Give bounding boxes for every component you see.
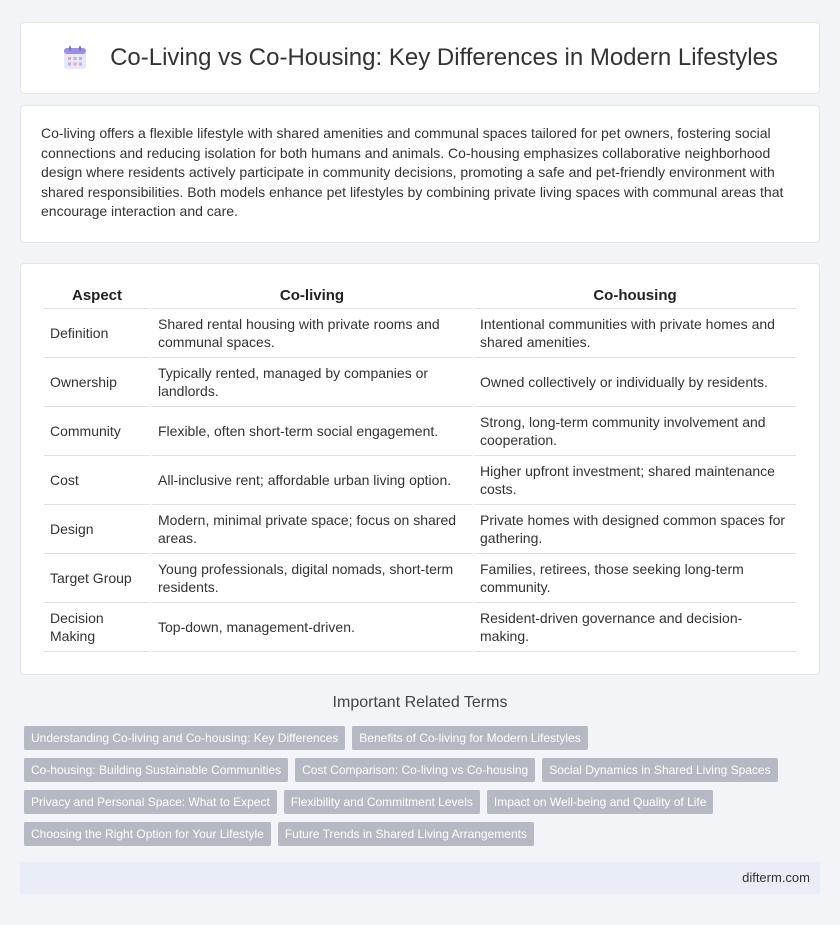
table-cell-cohousing: Owned collectively or individually by residents. [474, 358, 796, 407]
related-term-link[interactable]: Choosing the Right Option for Your Lifestyle [24, 822, 271, 846]
table-cell-aspect: Ownership [44, 358, 150, 407]
table-cell-coliving: Flexible, often short-term social engagement. [152, 407, 472, 456]
table-row [44, 505, 796, 554]
table-cell-coliving: Shared rental housing with private rooms and communal spaces. [152, 309, 472, 358]
table-cell-aspect: Design [44, 505, 150, 554]
table-cell-cohousing: Strong, long-term community involvement and cooperation. [474, 407, 796, 456]
table-cell-cohousing: Families, retirees, those seeking long-term community. [474, 554, 796, 603]
related-term-link[interactable]: Flexibility and Commitment Levels [284, 790, 480, 814]
related-term-link[interactable]: Co-housing: Building Sustainable Communities [24, 758, 288, 782]
footer [20, 862, 820, 894]
related-term-link[interactable]: Privacy and Personal Space: What to Expect [24, 790, 277, 814]
table-cell-aspect: Community [44, 407, 150, 456]
related-term-link[interactable]: Cost Comparison: Co-living vs Co-housing [295, 758, 535, 782]
table-header-row [44, 282, 796, 309]
table-row [44, 554, 796, 603]
table-cell-coliving: Modern, minimal private space; focus on shared areas. [152, 505, 472, 554]
intro-card [20, 105, 820, 243]
column-header-coliving: Co-living [152, 282, 472, 309]
table-cell-cohousing: Higher upfront investment; shared maintenance costs. [474, 456, 796, 505]
related-term-link[interactable]: Future Trends in Shared Living Arrangements [278, 822, 534, 846]
footer-site-link[interactable]: difterm.com [742, 870, 810, 885]
table-cell-coliving: Top-down, management-driven. [152, 603, 472, 652]
table-cell-aspect: Target Group [44, 554, 150, 603]
table-cell-cohousing: Private homes with designed common spaces for gathering. [474, 505, 796, 554]
related-term-link[interactable]: Benefits of Co-living for Modern Lifestyles [352, 726, 587, 750]
table-cell-cohousing: Resident-driven governance and decision-making. [474, 603, 796, 652]
related-term-link[interactable]: Understanding Co-living and Co-housing: Key Differences [24, 726, 345, 750]
table-cell-coliving: Typically rented, managed by companies or landlords. [152, 358, 472, 407]
table-cell-coliving: Young professionals, digital nomads, short-term residents. [152, 554, 472, 603]
calendar-icon [62, 45, 88, 71]
title-card [20, 22, 820, 94]
table-row [44, 309, 796, 358]
table-row [44, 603, 796, 652]
table-cell-aspect: Cost [44, 456, 150, 505]
table-row [44, 358, 796, 407]
table-row [44, 456, 796, 505]
page-title: Co-Living vs Co-Housing: Key Differences in Modern Lifestyles [110, 44, 778, 71]
table-cell-aspect: Definition [44, 309, 150, 358]
comparison-table-card [20, 263, 820, 675]
related-term-link[interactable]: Impact on Well-being and Quality of Life [487, 790, 714, 814]
related-terms-title: Important Related Terms [332, 694, 508, 711]
related-terms-list [24, 726, 804, 846]
column-header-cohousing: Co-housing [474, 282, 796, 309]
table-cell-aspect: Decision Making [44, 603, 150, 652]
comparison-table [42, 282, 798, 652]
column-header-aspect: Aspect [44, 282, 150, 309]
intro-paragraph: Co-living offers a flexible lifestyle with shared amenities and communal spaces tailored for pet owners, fostering social connections and reducing isolation for both humans and animals. Co-housing emphasizes collaborative neighborhood design where residents actively participate in community decisions, promoting a safe and pet-friendly environment with shared responsibilities. Both models enhance pet lifestyles by combining private living spaces with communal areas that encourage interaction and care. [41, 125, 784, 219]
table-cell-cohousing: Intentional communities with private homes and shared amenities. [474, 309, 796, 358]
table-row [44, 407, 796, 456]
related-term-link[interactable]: Social Dynamics in Shared Living Spaces [542, 758, 777, 782]
table-cell-coliving: All-inclusive rent; affordable urban living option. [152, 456, 472, 505]
